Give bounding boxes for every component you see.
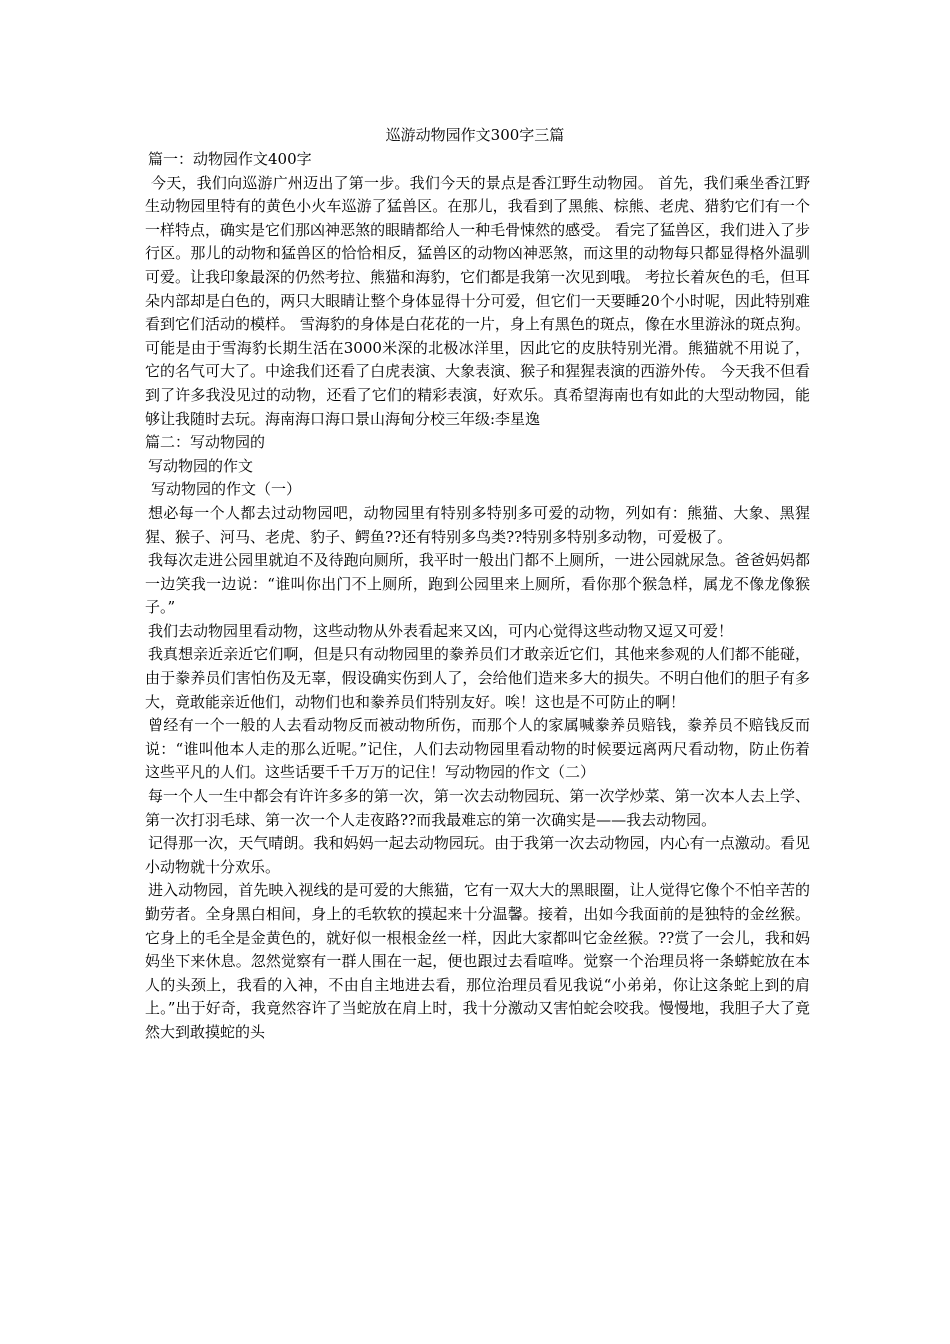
paragraph: 每一个人一生中都会有许许多多的第一次，第一次去动物园玩、第一次学炒菜、第一次本人去上学、第一次打羽毛球、第一次一个人走夜路??而我最难忘的第一次确实是——我去动物园。 [145,787,810,829]
paragraph: 篇一：动物园作文400字 [148,150,312,168]
paragraph: 记得那一次，天气晴朗。我和妈妈一起去动物园玩。由于我第一次去动物园，内心有一点激动。看见小动物就十分欢乐。 [145,834,810,876]
paragraph: 进入动物园，首先映入视线的是可爱的大熊猫，它有一双大大的黑眼圈，让人觉得它像个不怕辛苦的勤劳者。全身黑白相间，身上的毛软软的摸起来十分温馨。接着，出如今我面前的是独特的金丝猴。它身上的毛全是金黄色的，就好似一根根金丝一样，因此大家都叫它金丝猴。??赏了一会儿，我和妈妈坐下来休息。忽然觉察有一群人围在一起，便也跟过去看喧哗。觉察一个治理员将一条蟒蛇放在本人的头颈上，我看的入神，不由自主地进去看，那位治理员看见我说“小弟弟，你让这条蛇上到的肩上。”出于好奇，我竟然容许了当蛇放在肩上时，我十分激动又害怕蛇会咬我。慢慢地，我胆子大了竟然大到敢摸蛇的头 [145,881,810,1041]
paragraph: 我们去动物园里看动物，这些动物从外表看起来又凶，可内心觉得这些动物又逗又可爱！ [148,621,734,640]
paragraph: 篇二：写动物园的 [145,433,266,452]
paragraph: 我每次走进公园里就迫不及待跑向厕所，我平时一般出门都不上厕所，一进公园就尿急。爸爸妈妈都一边笑我一边说：“谁叫你出门不上厕所，跑到公园里来上厕所，看你那个猴急样，属龙不像龙像猴子。” [145,551,810,617]
paragraph: 今天，我们向巡游广州迈出了第一步。我们今天的景点是香江野生动物园。 首先，我们乘坐香江野生动物园里特有的黄色小火车巡游了猛兽区。在那儿，我看到了黑熊、棕熊、老虎、猎豹它们有一个一样特点，确实是它们那凶神恶煞的眼睛都给人一种毛骨悚然的感受。 看完了猛兽区，我们进入了步行区。那儿的动物和猛兽区的恰恰相反，猛兽区的动物凶神恶煞，而这里的动物每只都显得格外温驯可爱。让我印象最深的仍然考拉、熊猫和海豹，它们都是我第一次见到哦。 考拉长着灰色的毛，但耳朵内部却是白色的，两只大眼睛让整个身体显得十分可爱，但它们一天要睡20个小时呢，因此特别难看到它们活动的模样。 雪海豹的身体是白花花的一片，身上有黑色的斑点，像在水里游泳的斑点狗。可能是由于雪海豹长期生活在3000米深的北极冰洋里，因此它的皮肤特别光滑。熊猫就不用说了，它的名气可大了。中途我们还看了白虎表演、大象表演、猴子和猩猩表演的西游外传。 今天我不但看到了许多我没见过的动物，还看了它们的精彩表演，好欢乐。真希望海南也有如此的大型动物园，能够让我随时去玩。海南海口海口景山海甸分校三年级:李星逸 [145,173,810,428]
document-title: 巡游动物园作文300字三篇 [385,126,565,144]
paragraph: 曾经有一个一般的人去看动物反而被动物所伤，而那个人的家属喊豢养员赔钱，豢养员不赔钱反而说：“谁叫他本人走的那么近呢。”记住，人们去动物园里看动物的时候要远离两尺看动物，防止伤着这些平凡的人们。这些话要千千万万的记住！写动物园的作文（二） [145,716,810,782]
paragraph: 我真想亲近亲近它们啊，但是只有动物园里的豢养员们才敢亲近它们，其他来参观的人们都不能碰，由于豢养员们害怕伤及无辜，假设确实伤到人了，会给他们造来多大的损失。不明白他们的胆子有多大，竟敢能亲近他们，动物们也和豢养员们特别友好。唉！这也是不可防止的啊！ [145,645,810,711]
paragraph: 写动物园的作文（一） [151,480,302,499]
paragraph: 想必每一个人都去过动物园吧，动物园里有特别多特别多可爱的动物，列如有：熊猫、大象、黑猩猩、猴子、河马、老虎、豹子、鳄鱼??还有特别多鸟类??特别多特别多动物，可爱极了。 [145,503,810,546]
paragraph: 写动物园的作文 [148,456,254,475]
document-body [145,148,810,1045]
